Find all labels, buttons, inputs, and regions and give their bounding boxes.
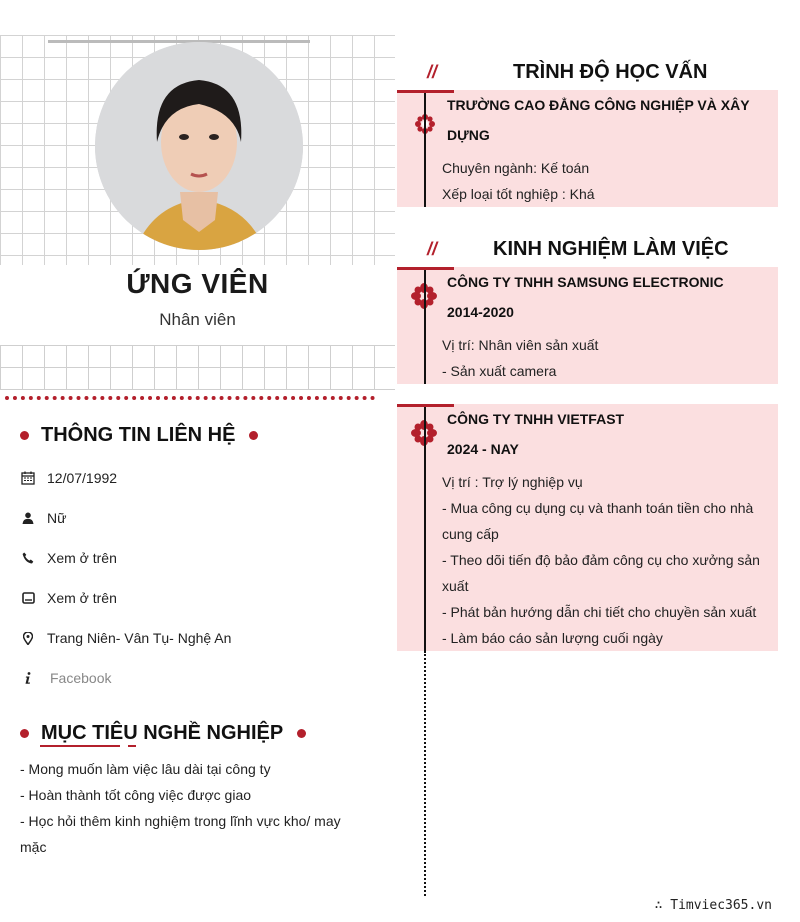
job-card-2 xyxy=(397,404,778,651)
address-value: Trang Niên- Vân Tụ- Nghệ An xyxy=(47,630,232,646)
job-line: - Sản xuất camera xyxy=(442,363,557,379)
objective-line: - Học hỏi thêm kinh nghiệm trong lĩnh vực kho/ may mặc xyxy=(20,813,341,855)
education-heading xyxy=(427,61,787,84)
company-name: CÔNG TY TNHH SAMSUNG ELECTRONIC xyxy=(447,274,724,290)
contact-social xyxy=(20,668,111,688)
phone-icon xyxy=(20,550,36,566)
education-details xyxy=(442,155,766,207)
calendar-icon xyxy=(20,470,36,486)
school-name-cont: DỰNG xyxy=(447,127,490,143)
info-icon xyxy=(20,670,36,686)
contact-gender xyxy=(20,508,66,528)
objective-line: - Hoàn thành tốt công việc được giao xyxy=(20,787,252,803)
contact-email xyxy=(20,588,117,608)
birthdate-value: 12/07/1992 xyxy=(47,470,118,486)
email-icon xyxy=(20,590,36,606)
candidate-name: ỨNG VIÊN xyxy=(126,268,269,299)
phone-value: Xem ở trên xyxy=(47,550,117,566)
facebook-link[interactable]: Facebook xyxy=(50,670,112,686)
education-heading-label: TRÌNH ĐỘ HỌC VẤN xyxy=(513,61,708,83)
objective-heading xyxy=(20,722,306,745)
experience-heading-label: KINH NGHIỆM LÀM VIỆC xyxy=(493,238,729,260)
company-name: CÔNG TY TNHH VIETFAST xyxy=(447,411,625,427)
job-line: - Phát bản hướng dẫn chi tiết cho chuyền sản xuất xyxy=(442,604,757,620)
bullet-icon xyxy=(297,729,306,738)
graduation-rank: Xếp loại tốt nghiệp : Khá xyxy=(442,186,595,202)
avatar xyxy=(95,42,303,250)
slash-decoration: // xyxy=(427,62,438,82)
timeline-line xyxy=(424,270,426,384)
contact-address xyxy=(20,628,231,648)
job-card-1 xyxy=(397,267,778,384)
candidate-position: Nhân viên xyxy=(159,310,236,329)
email-value: Xem ở trên xyxy=(47,590,117,606)
contact-heading-label: THÔNG TIN LIÊN HỆ xyxy=(41,424,236,446)
dotted-divider xyxy=(5,396,375,400)
job-details xyxy=(442,469,766,651)
job-line: Vị trí : Trợ lý nghiệp vụ xyxy=(442,474,583,490)
job-period: 2024 - NAY xyxy=(447,441,519,457)
header-grid-background-lower xyxy=(0,345,395,390)
experience-heading xyxy=(427,238,787,261)
timeline-line xyxy=(424,93,426,207)
timeline-line xyxy=(424,407,426,651)
bullet-icon xyxy=(249,431,258,440)
contact-heading xyxy=(20,424,258,447)
user-icon xyxy=(20,510,36,526)
job-line: - Mua công cụ dụng cụ và thanh toán tiền cho nhà cung cấp xyxy=(442,500,754,542)
location-icon xyxy=(20,630,36,646)
heading-underline xyxy=(40,745,120,747)
heading-underline-short xyxy=(128,745,136,747)
school-name: TRƯỜNG CAO ĐẲNG CÔNG NGHIỆP VÀ XÂY xyxy=(447,97,750,113)
objective-line: - Mong muốn làm việc lâu dài tại công ty xyxy=(20,761,271,777)
timeline-dotted-line xyxy=(424,651,426,896)
gender-value: Nữ xyxy=(47,510,67,526)
footer-brand: ∴ Timviec365.vn xyxy=(654,898,772,913)
job-details xyxy=(442,332,766,384)
bullet-icon xyxy=(20,729,29,738)
major: Chuyên ngành: Kế toán xyxy=(442,160,590,176)
contact-phone xyxy=(20,548,117,568)
contact-birthdate xyxy=(20,468,117,488)
objective-text xyxy=(20,756,365,860)
portrait-photo xyxy=(95,42,303,250)
education-card xyxy=(397,90,778,207)
job-period: 2014-2020 xyxy=(447,304,514,320)
job-line: - Làm báo cáo sản lượng cuối ngày xyxy=(442,630,663,646)
job-line: - Theo dõi tiến độ bảo đảm công cụ cho xưởng sản xuất xyxy=(442,552,760,594)
header-grid-bar xyxy=(48,40,310,43)
objective-heading-label: MỤC TIÊU NGHỀ NGHIỆP xyxy=(41,722,284,744)
job-line: Vị trí: Nhân viên sản xuất xyxy=(442,337,599,353)
bullet-icon xyxy=(20,431,29,440)
slash-decoration: // xyxy=(427,239,438,259)
